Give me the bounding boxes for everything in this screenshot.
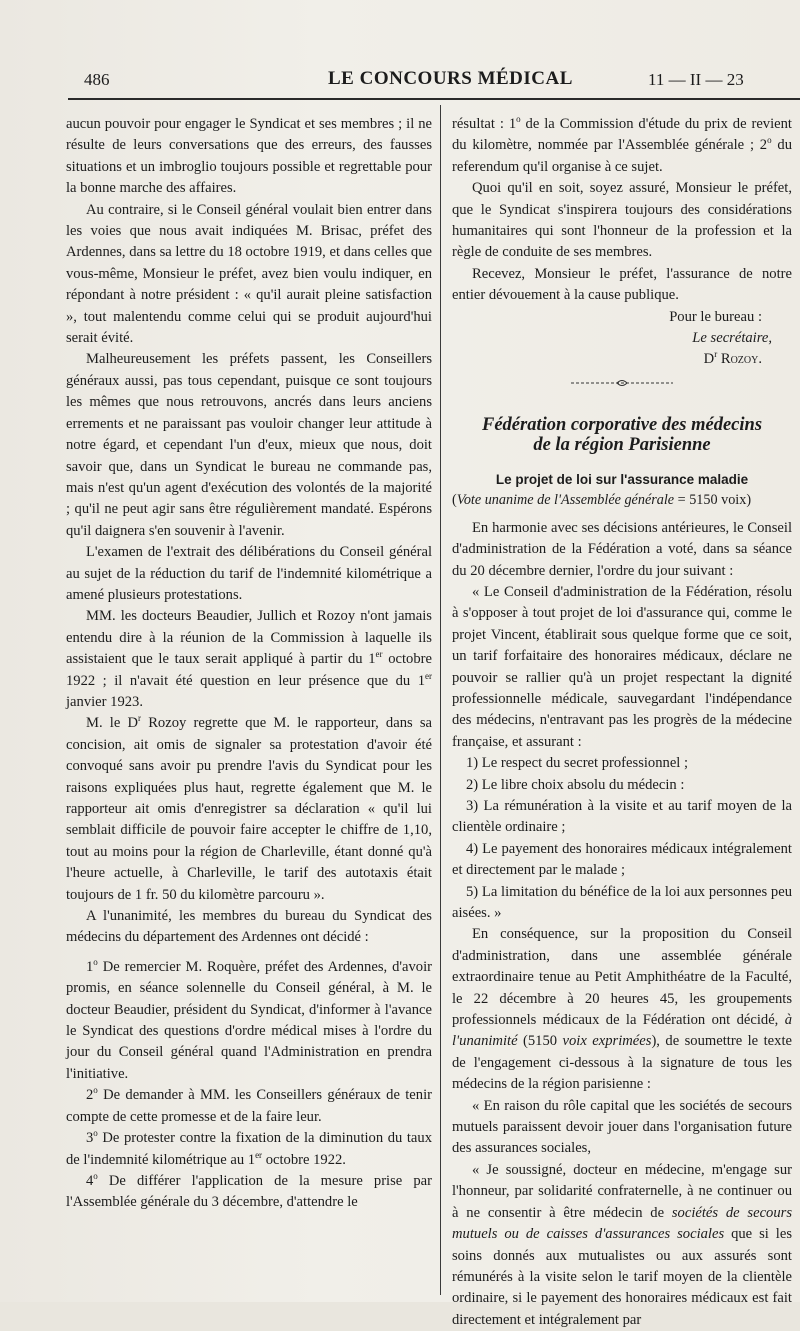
right-column: [452, 114, 792, 1331]
page-header: [60, 64, 800, 92]
signature-block: [452, 307, 792, 371]
paragraph: « Le Conseil d'administration de la Fédération, résolu à s'opposer à tout projet de loi d'assurance qui, comme le projet Vincent, établirait sous quelque forme que ce soit, un tarif forfaitaire des honoraires médicaux, déclare ne pouvoir se rallier qu'à un projet respectant la dignité professionnelle médicale, sauvegardant l'indépendance des médecins, n'entravant pas les progrès de la médecine française, et assurant :: [452, 583, 792, 750]
column-divider: [440, 105, 441, 1295]
signature-line: Pour le bureau :: [669, 308, 762, 325]
list-item: 2) Le libre choix absolu du médecin :: [466, 776, 685, 793]
decision-item-4: 4$^o$ De différer l'application de la mesure prise par l'Assemblée générale du 3 décembre, d'attendre le: [66, 1171, 432, 1211]
list-item: 1) Le respect du secret professionnel ;: [466, 755, 689, 772]
paragraph: A l'unanimité, les membres du bureau du Syndicat des médecins du département des Ardennes ont décidé :: [66, 908, 432, 946]
paragraph-rozoy: M. le $D^r$ Rozoy regrette que M. le rapporteur, dans sa concision, ait omis de signaler sa protestation d'avoir été convoqué sans avoir pu prendre l'avis du Syndicat pour les raisons expliquées plus haut, regrette également que M. le rapporteur ait omis d'enregistrer sa déclaration « qu'il lui semblait difficile de pouvoir faire accepter le chiffre de 1,10, tout au moins pour la région de Charleville, étant donné qu'à l'heure actuelle, à Charleville, le tarif des autotaxis était toujours de 1 fr. 50 du kilomètre parcouru ».: [66, 713, 432, 903]
paragraph: Recevez, Monsieur le préfet, l'assurance de notre entier dévouement à la cause publique.: [452, 265, 792, 304]
decision-item-3: 3$^o$ De protester contre la fixation de la diminution du taux de l'indemnité kilométrique au 1er octobre 1922.: [66, 1128, 432, 1168]
paragraph: En harmonie avec ses décisions antérieures, le Conseil d'administration de la Fédération a voté, dans sa séance du 20 décembre dernier, l'ordre du jour suivant :: [452, 519, 792, 579]
paragraph: Malheureusement les préfets passent, les Conseillers généraux aussi, pas tous cependant, puisque ce sont toujours les mêmes que nous retrouvons, ancrés dans leurs anciens errements et ne paraissant pas vouloir changer leur attitude à notre égard, et cependant l'un d'eux, mieux que nous, doit savoir que, dans un Syndicat le bureau ne commande pas, mais n'est qu'un agent d'exécution des volontés de la majorité ; qu'il ne peut agir sans être régulièrement mandaté. Espérons qu'il daignera s'en souvenir à l'avenir.: [66, 351, 432, 539]
list-item: 4) Le payement des honoraires médicaux intégralement et directement par le malade ;: [452, 840, 792, 879]
section-ornament: [452, 375, 792, 395]
paragraph: Au contraire, si le Conseil général voulait bien entrer dans les voies que nous avait indiquées M. Brisac, préfet des Ardennes, dans sa lettre du 18 octobre 1919, et dans celles que vous-même, Monsieur le préfet, avez bien voulu indiquer, en répondant à notre président : « qu'il aurait pleine satisfaction », tout malentendu comme celui qui se produit aujourd'hui serait évité.: [66, 201, 432, 347]
decision-item-2: 2$^o$ De demander à MM. les Conseillers généraux de tenir compte de cette promesse et de la faire leur.: [66, 1085, 432, 1125]
paragraph-engagement: « Je soussigné, docteur en médecine, m'engage sur l'honneur, par solidarité confraternelle, à ne continuer ou à ne consentir à être médecin de sociétés de secours mutuels ou de caisses d'assurances sociales que si les soins donnés aux mutualistes ou aux assurés sont rémunérés à la visite selon le tarif moyen de la clientèle ordinaire, si le payement des honoraires médicaux est fait directement et intégralement par: [452, 1161, 793, 1328]
paragraph: L'examen de l'extrait des délibérations du Conseil général au sujet de la réduction du tarif de l'indemnité kilométrique a amené plusieurs protestations.: [66, 544, 432, 603]
paragraph-doctors: MM. les docteurs Beaudier, Jullich et Rozoy n'ont jamais entendu dire à la réunion de la Commission à laquelle ils assistaient que le taux serait appliqué à partir du 1er octobre 1922 ; il n'avait été question en leur présence que du 1er janvier 1923.: [66, 608, 432, 710]
list-item: 3) La rémunération à la visite et au tarif moyen de la clientèle ordinaire ;: [452, 797, 792, 836]
vote-note: (Vote unanime de l'Assemblée générale = 5150 voix): [452, 492, 752, 509]
signature-name: $D^r$ Rozoy.: [703, 349, 762, 368]
section-title: Fédération corporative des médecins de la région Parisienne: [481, 414, 763, 455]
page-number: 486: [84, 70, 110, 89]
signature-role: Le secrétaire,: [692, 330, 772, 347]
list-item: 5) La limitation du bénéfice de la loi aux personnes peu aisées. »: [452, 883, 792, 921]
paragraph-consequence: En conséquence, sur la proposition du Conseil d'administration, dans une assemblée générale extraordinaire tenue au Petit Amphithéatre de la Faculté, le 22 décembre à 20 heures 45, les groupements professionnels médicaux de la Fédération ont décidé, à l'unanimité (5150 voix exprimées), de soumettre le texte de l'engagement ci-dessous à la signature de tous les médecins de la région parisienne :: [452, 926, 792, 1093]
paragraph: aucun pouvoir pour engager le Syndicat et ses membres ; il ne résulte de leurs conversations que des erreurs, des fausses situations et un imbroglio toujours possible et regrettable pour la bonne marche des affaires.: [66, 116, 432, 197]
left-column: [66, 114, 432, 1214]
issue-date: 11 — II — 23: [648, 70, 744, 89]
paragraph-resultat: résultat : 1$^o$ de la Commission d'étude du prix de revient du kilomètre, nommée par l'Assemblée générale ; 2$^o$ du referendum qu'il organise à ce sujet.: [452, 114, 792, 175]
ornament-rule-icon: [567, 377, 677, 389]
paragraph: Quoi qu'il en soit, soyez assuré, Monsieur le préfet, que le Syndicat s'inspirera toujours des considérations humanitaires qui sont l'honneur de la profession et la règle de conduite de ses membres.: [452, 180, 792, 261]
header-rule: [68, 98, 800, 100]
section-subtitle: Le projet de loi sur l'assurance maladie: [495, 471, 749, 487]
journal-title: LE CONCOURS MÉDICAL: [328, 68, 573, 89]
decision-item-1: 1$^o$ De remercier M. Roquère, préfet des Ardennes, d'avoir promis, en séance solennelle du Conseil général, à M. le docteur Beaudier, président du Syndicat, d'informer à l'avance le Syndicat des questions d'ordre médical mises à l'ordre du jour du Conseil général quand l'Administration en prendra l'initiative.: [66, 956, 432, 1082]
paragraph: « En raison du rôle capital que les sociétés de secours mutuels paraissent devoir jouer dans l'organisation future des assurances sociales,: [452, 1097, 792, 1157]
